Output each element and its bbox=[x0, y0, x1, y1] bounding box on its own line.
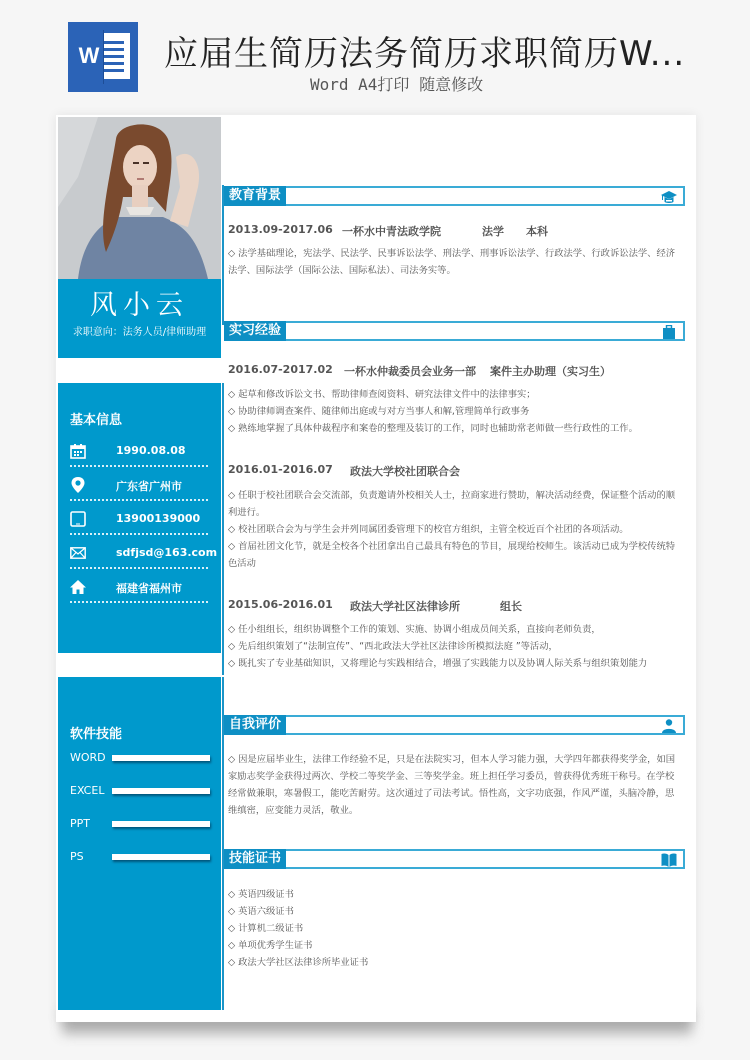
person-icon bbox=[661, 718, 677, 732]
certificates-section-header bbox=[224, 849, 685, 869]
calendar-icon bbox=[70, 443, 86, 459]
envelope-icon bbox=[70, 545, 86, 561]
internship-heading: 实习经验 bbox=[224, 321, 286, 341]
skill-excel: EXCEL bbox=[70, 784, 212, 800]
preview-banner bbox=[0, 0, 750, 110]
skill-bar bbox=[112, 788, 210, 794]
graduation-cap-icon bbox=[661, 189, 677, 203]
internship-description: ◇ 任职于校社团联合会交流部，负责邀请外校相关人士，拉商家进行赞助，解决活动经费，保证整个活动的顺利进行。 ◇ 校社团联合会为与学生会并列同属团委管理下的校官方组织，主管全校近百个社团的各项活动。 ◇ 首届社团文化节，就是全校各个社团拿出自己最具有特色的节目，展现给校师生。该活动已成为学校传统特色活动 bbox=[228, 490, 676, 569]
divider bbox=[222, 185, 224, 325]
tablet-phone-icon bbox=[70, 511, 86, 527]
info-row-birthday: 1990.08.08 bbox=[70, 441, 208, 467]
open-book-icon bbox=[661, 852, 677, 866]
candidate-name: 风小云 bbox=[90, 290, 189, 321]
basic-info-panel bbox=[58, 383, 221, 653]
info-row-location: 广东省广州市 bbox=[70, 475, 208, 501]
document-title: 应届生简历法务简历求职简历W... bbox=[164, 34, 686, 74]
internship-description: ◇ 任小组组长，组织协调整个工作的策划、实施、协调小组成员间关系，直接向老师负责， ◇ 先后组织策划了“法制宣传”、“西北政法大学社区法律诊所模拟法庭 ”等活动， ◇ 既扎实了专业基础知识，又将理论与实践相结合，增强了实践能力以及协调人际关系与组织策划能力 bbox=[228, 624, 648, 669]
skill-ppt: PPT bbox=[70, 817, 212, 833]
self-evaluation-section-header bbox=[224, 715, 685, 735]
profile-photo bbox=[58, 117, 221, 279]
certificate-item: ◇ 英语六级证书 bbox=[228, 906, 294, 917]
software-skills-panel bbox=[58, 677, 221, 1010]
self-evaluation-heading: 自我评价 bbox=[224, 715, 286, 735]
skill-ps: PS bbox=[70, 850, 212, 866]
info-row-hometown: 福建省福州市 bbox=[70, 577, 208, 603]
location-pin-icon bbox=[70, 477, 86, 493]
self-evaluation-text: ◇ 因是应届毕业生，法律工作经验不足，只是在法院实习，但本人学习能力强，大学四年都获得奖学金，如国家励志奖学金获得过两次、学校二等奖学金、三等奖学金。班上担任学习委员，曾获得优秀班干称号。在学校经常做兼职，寒暑假工，能吃苦耐劳。这次通过了司法考试。悟性高，文字功底强，作风严谨，头脑冷静，思维缜密，应变能力灵活，敬业。 bbox=[228, 754, 676, 816]
skill-bar bbox=[112, 854, 210, 860]
info-row-phone: 13900139000 bbox=[70, 509, 208, 535]
divider bbox=[222, 383, 224, 675]
education-heading: 教育背景 bbox=[224, 186, 286, 206]
education-description: ◇ 法学基础理论，宪法学、民法学、民事诉讼法学、刑法学、刑事诉讼法学、行政法学、行政诉讼法学、经济法学、国际法学（国际公法、国际私法）、司法务实等。 bbox=[228, 248, 676, 276]
name-block bbox=[58, 279, 221, 358]
document-subtitle: Word A4打印 随意修改 bbox=[310, 75, 484, 94]
certificates-list bbox=[228, 886, 683, 971]
certificate-item: ◇ 单项优秀学生证书 bbox=[228, 940, 313, 951]
software-skills-heading: 软件技能 bbox=[70, 727, 123, 742]
home-icon bbox=[70, 579, 86, 595]
info-row-email: sdfjsd@163.com bbox=[70, 543, 208, 569]
certificate-item: ◇ 计算机二级证书 bbox=[228, 923, 304, 934]
briefcase-icon bbox=[661, 324, 677, 338]
word-app-icon: W bbox=[68, 22, 138, 92]
certificate-item: ◇ 政法大学社区法律诊所毕业证书 bbox=[228, 957, 369, 968]
basic-info-heading: 基本信息 bbox=[70, 413, 123, 428]
job-intent: 求职意向：法务人员/律师助理 bbox=[72, 327, 207, 338]
skill-bar bbox=[112, 755, 210, 761]
internship-section-header bbox=[224, 321, 685, 341]
internship-description: ◇ 起草和修改诉讼文书、帮助律师查阅资料、研究法律文件中的法律事实； ◇ 协助律师调查案件、随律师出庭或与对方当事人和解,管理简单行政事务 ◇ 熟练地掌握了具体仲裁程序和案卷的整理及装订的工作，同时也辅助常老师做一些行政性的工作。 bbox=[228, 389, 638, 434]
skill-word: WORD bbox=[70, 751, 212, 767]
resume-page: 风小云 求职意向：法务人员/律师助理 基本信息 1990.08.08 广东省广州市 13900139000 sdfjsd@163.com 福建省福州市 软件技能 WORD EXCEL PPT PS 教育背景 2013.09-2017.06 一杯水中青法政学院 法学 本科 ◇ 法学基础理论，宪法学、民法学、民事诉讼法学、刑法学、刑事诉讼法学、行政法学、行政诉讼法学、经济法学、国际法学（国际公法、国际私法）、司法务实等。 实习经验 2016.07-2017.02 一杯水仲裁委员会业务一部 案件主办助理（实习生） ◇ 起草和修改诉讼文书、帮助律师查阅资料、研究法律文件中的法律事实； ◇ 协助律师调查案件、随律师出庭或与对方当事人和解,管理简单行政事务 ◇ 熟练地掌握了具体仲裁程序和案卷的整理及装订的工作，同时也辅助常老师做一些行政性的工作。 2016.01-2016.07 政法大学校社团联合会 ◇ 任职于校社团联合会交流部，负责邀请外校相关人士，拉商家进行赞助，解决活动经费，保证整个活动的顺利进行。 ◇ 校社团联合会为与学生会并列同属团委管理下的校官方组织，主管全校近百个社团的各项活动。 ◇ 首届社团文化节，就是全校各个社团拿出自己最具有特色的节目，展现给校师生。该活动已成为学校传统特色活动 2015.06-2016.01 政法大学社区法律诊所 组长 ◇ 任小组组长，组织协调整个工作的策划、实施、协调小组成员间关系，直接向老师负责， ◇ 先后组织策划了“法制宣传”、“西北政法大学社区法律诊所模拟法庭 ”等活动， ◇ 既扎实了专业基础知识，又将理论与实践相结合，增强了实践能力以及协调人际关系与组织策划能力 自我评价 ◇ 因是应届毕业生，法律工作经验不足，只是在法院实习，但本人学习能力强，大学四年都获得奖学金，如国家励志奖学金获得过两次、学校二等奖学金、三等奖学金。班上担任学习委员，曾获得优秀班干称号。在学校经常做兼职，寒暑假工，能吃苦耐劳。这次通过了司法考试。悟性高，文字功底强，作风严谨，头脑冷静，思维缜密，应变能力灵活，敬业。 技能证书 ◇ 英语四级证书 ◇ 英语六级证书 ◇ 计算机二级证书 ◇ 单项优秀学生证书 ◇ 政法大学社区法律诊所毕业证书 bbox=[56, 115, 696, 1022]
education-section-header bbox=[224, 186, 685, 206]
certificate-item: ◇ 英语四级证书 bbox=[228, 889, 294, 900]
certificates-heading: 技能证书 bbox=[224, 849, 286, 869]
skill-bar bbox=[112, 821, 210, 827]
